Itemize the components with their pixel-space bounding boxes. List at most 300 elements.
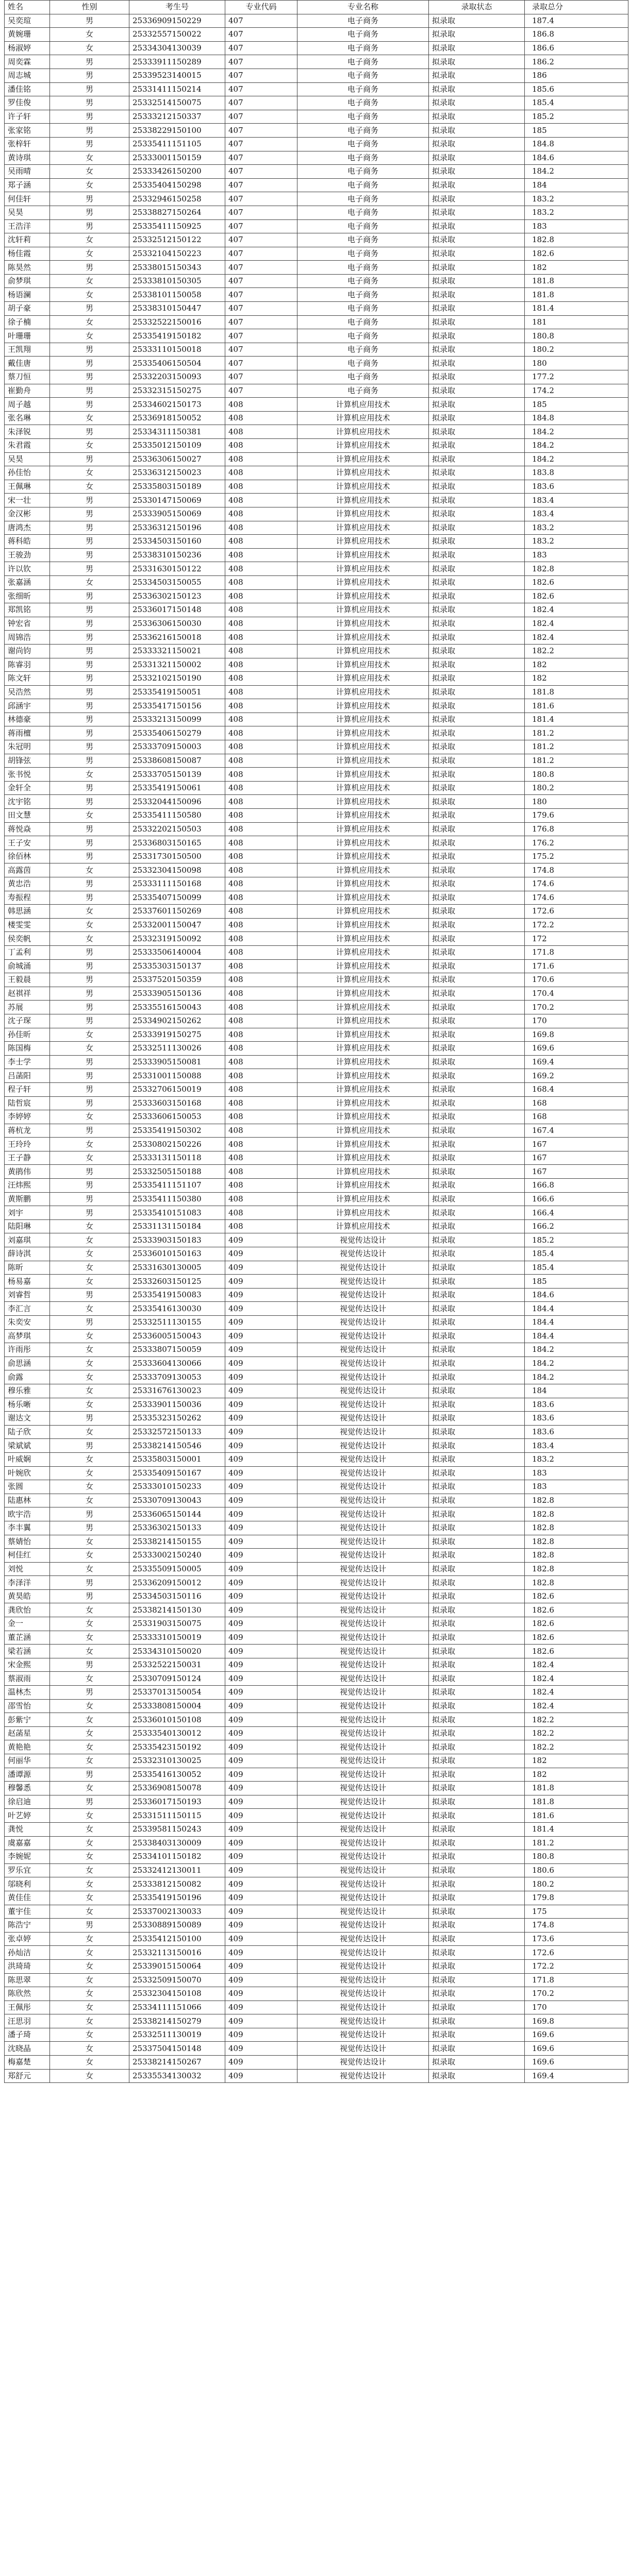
cell-gender: 女 bbox=[50, 1850, 129, 1864]
table-row bbox=[5, 1247, 628, 1261]
cell-gender: 女 bbox=[50, 1452, 129, 1466]
header-major-name: 专业名称 bbox=[297, 1, 429, 14]
cell-score: 182.6 bbox=[525, 1645, 628, 1658]
cell-score: 182.8 bbox=[525, 233, 628, 247]
cell-exam-id: 25331001150088 bbox=[129, 1069, 225, 1083]
cell-status: 拟录取 bbox=[429, 1822, 525, 1836]
cell-status: 拟录取 bbox=[429, 822, 525, 836]
cell-exam-id: 25333010150233 bbox=[129, 1480, 225, 1494]
cell-major-name: 电子商务 bbox=[297, 247, 429, 261]
cell-name: 郑子涵 bbox=[5, 178, 50, 192]
cell-score: 181.4 bbox=[525, 302, 628, 316]
cell-status: 拟录取 bbox=[429, 315, 525, 329]
cell-gender: 男 bbox=[50, 124, 129, 138]
cell-gender: 男 bbox=[50, 685, 129, 699]
cell-exam-id: 25332946150258 bbox=[129, 192, 225, 206]
cell-score: 184.8 bbox=[525, 137, 628, 151]
table-row bbox=[5, 822, 628, 836]
cell-name: 沈轩莉 bbox=[5, 233, 50, 247]
cell-exam-id: 25332511130026 bbox=[129, 1042, 225, 1056]
cell-gender: 女 bbox=[50, 288, 129, 302]
cell-gender: 女 bbox=[50, 1466, 129, 1480]
cell-gender: 男 bbox=[50, 521, 129, 535]
cell-exam-id: 25333111150168 bbox=[129, 877, 225, 891]
table-row bbox=[5, 1439, 628, 1453]
cell-major-name: 电子商务 bbox=[297, 82, 429, 96]
cell-name: 朱冠明 bbox=[5, 740, 50, 754]
table-row bbox=[5, 959, 628, 973]
cell-major-name: 计算机应用技术 bbox=[297, 740, 429, 754]
cell-major-code: 408 bbox=[225, 1179, 297, 1193]
cell-exam-id: 25335419150182 bbox=[129, 329, 225, 343]
admission-table bbox=[4, 0, 628, 2083]
cell-major-name: 计算机应用技术 bbox=[297, 1096, 429, 1110]
cell-major-code: 408 bbox=[225, 809, 297, 823]
cell-major-code: 408 bbox=[225, 535, 297, 549]
cell-score: 166.2 bbox=[525, 1219, 628, 1233]
cell-exam-id: 25330147150069 bbox=[129, 494, 225, 507]
cell-exam-id: 25335423150192 bbox=[129, 1740, 225, 1754]
cell-name: 李丰翼 bbox=[5, 1521, 50, 1535]
table-row bbox=[5, 603, 628, 617]
table-row bbox=[5, 1069, 628, 1083]
cell-status: 拟录取 bbox=[429, 1439, 525, 1453]
cell-major-name: 视觉传达设计 bbox=[297, 1713, 429, 1727]
cell-exam-id: 25332104150223 bbox=[129, 247, 225, 261]
cell-major-code: 408 bbox=[225, 631, 297, 645]
cell-exam-id: 25336209150012 bbox=[129, 1576, 225, 1590]
table-row bbox=[5, 1110, 628, 1124]
cell-status: 拟录取 bbox=[429, 1549, 525, 1563]
cell-score: 184.2 bbox=[525, 1370, 628, 1384]
cell-score: 182.4 bbox=[525, 617, 628, 631]
cell-gender: 男 bbox=[50, 877, 129, 891]
cell-status: 拟录取 bbox=[429, 480, 525, 494]
cell-score: 169.4 bbox=[525, 1055, 628, 1069]
cell-gender: 女 bbox=[50, 863, 129, 877]
cell-gender: 女 bbox=[50, 918, 129, 932]
cell-exam-id: 25331630130005 bbox=[129, 1261, 225, 1275]
cell-gender: 女 bbox=[50, 1562, 129, 1576]
table-row bbox=[5, 1686, 628, 1700]
cell-name: 韩思涵 bbox=[5, 905, 50, 919]
cell-status: 拟录取 bbox=[429, 343, 525, 357]
cell-name: 沈晓晶 bbox=[5, 2042, 50, 2056]
cell-gender: 男 bbox=[50, 617, 129, 631]
cell-exam-id: 25333911150289 bbox=[129, 55, 225, 69]
cell-major-code: 409 bbox=[225, 1233, 297, 1247]
cell-major-code: 408 bbox=[225, 932, 297, 946]
cell-status: 拟录取 bbox=[429, 754, 525, 768]
cell-gender: 男 bbox=[50, 370, 129, 384]
cell-score: 184.4 bbox=[525, 1316, 628, 1330]
cell-score: 183 bbox=[525, 548, 628, 562]
cell-major-code: 409 bbox=[225, 1247, 297, 1261]
cell-gender: 男 bbox=[50, 891, 129, 905]
cell-gender: 男 bbox=[50, 1014, 129, 1028]
cell-major-name: 电子商务 bbox=[297, 315, 429, 329]
cell-score: 166.8 bbox=[525, 1179, 628, 1193]
cell-major-code: 408 bbox=[225, 891, 297, 905]
cell-name: 陆子欣 bbox=[5, 1425, 50, 1439]
cell-name: 梅嘉楚 bbox=[5, 2056, 50, 2070]
cell-score: 171.8 bbox=[525, 945, 628, 959]
cell-gender: 女 bbox=[50, 1891, 129, 1905]
cell-name: 郑凯铭 bbox=[5, 603, 50, 617]
table-row bbox=[5, 370, 628, 384]
cell-gender: 男 bbox=[50, 987, 129, 1001]
cell-score: 182 bbox=[525, 1754, 628, 1768]
cell-status: 拟录取 bbox=[429, 233, 525, 247]
table-row bbox=[5, 288, 628, 302]
cell-exam-id: 25332203150093 bbox=[129, 370, 225, 384]
cell-gender: 女 bbox=[50, 315, 129, 329]
cell-status: 拟录取 bbox=[429, 28, 525, 42]
cell-score: 180.2 bbox=[525, 343, 628, 357]
table-row bbox=[5, 315, 628, 329]
cell-gender: 女 bbox=[50, 1863, 129, 1877]
cell-major-code: 409 bbox=[225, 1398, 297, 1412]
cell-score: 167 bbox=[525, 1165, 628, 1179]
cell-name: 龚悦 bbox=[5, 1822, 50, 1836]
table-row bbox=[5, 726, 628, 740]
table-row bbox=[5, 617, 628, 631]
cell-major-name: 计算机应用技术 bbox=[297, 1110, 429, 1124]
cell-name: 沈子琛 bbox=[5, 1014, 50, 1028]
cell-major-name: 视觉传达设计 bbox=[297, 1754, 429, 1768]
cell-major-code: 409 bbox=[225, 2042, 297, 2056]
cell-major-name: 电子商务 bbox=[297, 329, 429, 343]
cell-major-code: 409 bbox=[225, 1412, 297, 1426]
cell-major-name: 计算机应用技术 bbox=[297, 1192, 429, 1206]
table-row bbox=[5, 1055, 628, 1069]
cell-exam-id: 25331131150184 bbox=[129, 1219, 225, 1233]
table-row bbox=[5, 1014, 628, 1028]
cell-major-code: 408 bbox=[225, 575, 297, 589]
table-row bbox=[5, 672, 628, 686]
cell-major-name: 计算机应用技术 bbox=[297, 425, 429, 439]
cell-name: 宋一壮 bbox=[5, 494, 50, 507]
cell-major-code: 408 bbox=[225, 850, 297, 863]
cell-major-name: 电子商务 bbox=[297, 41, 429, 55]
table-row bbox=[5, 1275, 628, 1289]
cell-exam-id: 25330709150124 bbox=[129, 1672, 225, 1686]
cell-major-name: 视觉传达设计 bbox=[297, 1589, 429, 1603]
cell-status: 拟录取 bbox=[429, 2014, 525, 2028]
cell-score: 170 bbox=[525, 1014, 628, 1028]
cell-status: 拟录取 bbox=[429, 1589, 525, 1603]
cell-gender: 男 bbox=[50, 589, 129, 603]
cell-major-name: 计算机应用技术 bbox=[297, 713, 429, 726]
cell-major-name: 计算机应用技术 bbox=[297, 1124, 429, 1138]
cell-status: 拟录取 bbox=[429, 603, 525, 617]
cell-major-code: 408 bbox=[225, 617, 297, 631]
cell-exam-id: 25335404150298 bbox=[129, 178, 225, 192]
cell-gender: 男 bbox=[50, 192, 129, 206]
cell-gender: 男 bbox=[50, 1589, 129, 1603]
cell-score: 183.2 bbox=[525, 206, 628, 219]
cell-gender: 男 bbox=[50, 1768, 129, 1782]
cell-gender: 男 bbox=[50, 1316, 129, 1330]
cell-exam-id: 25335417150156 bbox=[129, 699, 225, 713]
cell-gender: 女 bbox=[50, 1726, 129, 1740]
table-row bbox=[5, 1521, 628, 1535]
table-row bbox=[5, 1987, 628, 2001]
cell-status: 拟录取 bbox=[429, 1247, 525, 1261]
cell-major-code: 408 bbox=[225, 1219, 297, 1233]
cell-name: 欧宇浩 bbox=[5, 1507, 50, 1521]
cell-major-code: 409 bbox=[225, 1891, 297, 1905]
cell-name: 张细昕 bbox=[5, 589, 50, 603]
cell-exam-id: 25333506140004 bbox=[129, 945, 225, 959]
cell-major-name: 视觉传达设计 bbox=[297, 1822, 429, 1836]
cell-name: 张梓轩 bbox=[5, 137, 50, 151]
table-row bbox=[5, 1412, 628, 1426]
cell-status: 拟录取 bbox=[429, 1782, 525, 1795]
cell-gender: 女 bbox=[50, 1110, 129, 1124]
cell-status: 拟录取 bbox=[429, 877, 525, 891]
cell-status: 拟录取 bbox=[429, 959, 525, 973]
cell-name: 梁斌斌 bbox=[5, 1439, 50, 1453]
cell-gender: 男 bbox=[50, 836, 129, 850]
cell-status: 拟录取 bbox=[429, 96, 525, 110]
cell-major-name: 视觉传达设计 bbox=[297, 1809, 429, 1823]
cell-exam-id: 25335509150005 bbox=[129, 1562, 225, 1576]
cell-status: 拟录取 bbox=[429, 1357, 525, 1370]
cell-gender: 女 bbox=[50, 1535, 129, 1549]
cell-major-name: 计算机应用技术 bbox=[297, 439, 429, 453]
cell-gender: 女 bbox=[50, 329, 129, 343]
cell-score: 182.8 bbox=[525, 1549, 628, 1563]
cell-major-code: 409 bbox=[225, 1863, 297, 1877]
table-row bbox=[5, 274, 628, 288]
cell-status: 拟录取 bbox=[429, 1507, 525, 1521]
cell-major-code: 409 bbox=[225, 1631, 297, 1645]
cell-exam-id: 25334902150262 bbox=[129, 1014, 225, 1028]
cell-status: 拟录取 bbox=[429, 631, 525, 645]
cell-exam-id: 25332001150047 bbox=[129, 918, 225, 932]
cell-name: 刘睿哲 bbox=[5, 1288, 50, 1302]
cell-score: 184.4 bbox=[525, 1302, 628, 1316]
cell-major-code: 409 bbox=[225, 1672, 297, 1686]
cell-major-name: 视觉传达设计 bbox=[297, 1672, 429, 1686]
cell-major-code: 408 bbox=[225, 918, 297, 932]
cell-score: 181.8 bbox=[525, 1795, 628, 1809]
table-row bbox=[5, 41, 628, 55]
cell-gender: 女 bbox=[50, 1370, 129, 1384]
cell-major-name: 计算机应用技术 bbox=[297, 1082, 429, 1096]
cell-status: 拟录取 bbox=[429, 713, 525, 726]
cell-score: 184.2 bbox=[525, 1343, 628, 1357]
cell-status: 拟录取 bbox=[429, 1603, 525, 1617]
cell-score: 182.4 bbox=[525, 1658, 628, 1672]
cell-exam-id: 25332512150122 bbox=[129, 233, 225, 247]
cell-name: 徐启迪 bbox=[5, 1795, 50, 1809]
cell-name: 张卓婷 bbox=[5, 1932, 50, 1946]
cell-status: 拟录取 bbox=[429, 206, 525, 219]
cell-score: 181.2 bbox=[525, 740, 628, 754]
cell-score: 177.2 bbox=[525, 370, 628, 384]
cell-gender: 男 bbox=[50, 1192, 129, 1206]
cell-major-code: 408 bbox=[225, 494, 297, 507]
cell-name: 王毅晨 bbox=[5, 973, 50, 987]
cell-gender: 女 bbox=[50, 274, 129, 288]
table-row bbox=[5, 1576, 628, 1590]
table-row bbox=[5, 1535, 628, 1549]
cell-gender: 男 bbox=[50, 425, 129, 439]
cell-major-code: 408 bbox=[225, 1001, 297, 1014]
cell-name: 戴佳唐 bbox=[5, 357, 50, 370]
cell-major-name: 计算机应用技术 bbox=[297, 754, 429, 768]
cell-major-code: 408 bbox=[225, 1110, 297, 1124]
cell-gender: 女 bbox=[50, 1905, 129, 1919]
table-row bbox=[5, 1302, 628, 1316]
cell-name: 罗佳俊 bbox=[5, 96, 50, 110]
cell-major-name: 视觉传达设计 bbox=[297, 1836, 429, 1850]
cell-score: 183.2 bbox=[525, 521, 628, 535]
cell-major-name: 计算机应用技术 bbox=[297, 699, 429, 713]
cell-status: 拟录取 bbox=[429, 905, 525, 919]
table-row bbox=[5, 809, 628, 823]
cell-score: 184.2 bbox=[525, 1357, 628, 1370]
cell-exam-id: 25335803150189 bbox=[129, 480, 225, 494]
cell-score: 169.4 bbox=[525, 2069, 628, 2083]
cell-exam-id: 25339581150243 bbox=[129, 1822, 225, 1836]
table-row bbox=[5, 658, 628, 672]
cell-major-code: 409 bbox=[225, 1658, 297, 1672]
cell-gender: 女 bbox=[50, 1219, 129, 1233]
table-row bbox=[5, 1343, 628, 1357]
cell-name: 梁若涵 bbox=[5, 1645, 50, 1658]
cell-exam-id: 25331630150122 bbox=[129, 562, 225, 576]
cell-major-name: 电子商务 bbox=[297, 302, 429, 316]
cell-major-name: 计算机应用技术 bbox=[297, 521, 429, 535]
cell-major-name: 计算机应用技术 bbox=[297, 507, 429, 521]
cell-gender: 女 bbox=[50, 1645, 129, 1658]
cell-major-name: 视觉传达设计 bbox=[297, 1343, 429, 1357]
cell-exam-id: 25335323150262 bbox=[129, 1412, 225, 1426]
cell-major-code: 407 bbox=[225, 69, 297, 82]
cell-gender: 女 bbox=[50, 809, 129, 823]
cell-major-name: 计算机应用技术 bbox=[297, 1151, 429, 1165]
table-row bbox=[5, 589, 628, 603]
cell-gender: 男 bbox=[50, 1001, 129, 1014]
table-row bbox=[5, 1494, 628, 1507]
cell-major-name: 电子商务 bbox=[297, 206, 429, 219]
cell-major-name: 视觉传达设计 bbox=[297, 2001, 429, 2014]
table-row bbox=[5, 110, 628, 124]
cell-score: 181.4 bbox=[525, 1822, 628, 1836]
cell-score: 182.6 bbox=[525, 247, 628, 261]
cell-major-code: 408 bbox=[225, 699, 297, 713]
table-row bbox=[5, 425, 628, 439]
table-row bbox=[5, 644, 628, 658]
cell-major-name: 视觉传达设计 bbox=[297, 1905, 429, 1919]
cell-exam-id: 25338310150447 bbox=[129, 302, 225, 316]
cell-name: 周子越 bbox=[5, 398, 50, 412]
cell-name: 汪炜熙 bbox=[5, 1179, 50, 1193]
cell-exam-id: 25339523140015 bbox=[129, 69, 225, 82]
cell-exam-id: 25332310130025 bbox=[129, 1754, 225, 1768]
cell-status: 拟录取 bbox=[429, 1398, 525, 1412]
table-row bbox=[5, 850, 628, 863]
table-row bbox=[5, 1850, 628, 1864]
cell-major-name: 视觉传达设计 bbox=[297, 1686, 429, 1700]
table-row bbox=[5, 1905, 628, 1919]
table-row bbox=[5, 124, 628, 138]
cell-major-name: 视觉传达设计 bbox=[297, 1233, 429, 1247]
cell-score: 182.6 bbox=[525, 1589, 628, 1603]
cell-major-code: 409 bbox=[225, 1439, 297, 1453]
cell-score: 169.6 bbox=[525, 2056, 628, 2070]
cell-major-name: 计算机应用技术 bbox=[297, 466, 429, 480]
cell-gender: 男 bbox=[50, 219, 129, 233]
cell-status: 拟录取 bbox=[429, 795, 525, 809]
cell-score: 184.8 bbox=[525, 411, 628, 425]
cell-major-code: 409 bbox=[225, 1987, 297, 2001]
cell-score: 170 bbox=[525, 2001, 628, 2014]
cell-major-name: 电子商务 bbox=[297, 178, 429, 192]
cell-score: 182.8 bbox=[525, 1521, 628, 1535]
cell-score: 181.6 bbox=[525, 699, 628, 713]
cell-name: 王佩彤 bbox=[5, 2001, 50, 2014]
cell-exam-id: 25336306150030 bbox=[129, 617, 225, 631]
cell-score: 169.8 bbox=[525, 2014, 628, 2028]
cell-exam-id: 25338214150279 bbox=[129, 2014, 225, 2028]
cell-exam-id: 25333213150099 bbox=[129, 713, 225, 726]
table-row bbox=[5, 1357, 628, 1370]
cell-status: 拟录取 bbox=[429, 1124, 525, 1138]
cell-major-name: 视觉传达设计 bbox=[297, 1329, 429, 1343]
cell-status: 拟录取 bbox=[429, 1658, 525, 1672]
cell-major-code: 407 bbox=[225, 41, 297, 55]
cell-status: 拟录取 bbox=[429, 836, 525, 850]
cell-major-name: 计算机应用技术 bbox=[297, 850, 429, 863]
cell-gender: 女 bbox=[50, 1384, 129, 1398]
cell-status: 拟录取 bbox=[429, 1809, 525, 1823]
cell-gender: 男 bbox=[50, 658, 129, 672]
cell-major-code: 407 bbox=[225, 165, 297, 179]
cell-status: 拟录取 bbox=[429, 192, 525, 206]
cell-score: 182.6 bbox=[525, 575, 628, 589]
cell-status: 拟录取 bbox=[429, 1082, 525, 1096]
table-row bbox=[5, 1959, 628, 1973]
cell-status: 拟录取 bbox=[429, 288, 525, 302]
cell-score: 183.4 bbox=[525, 494, 628, 507]
cell-major-name: 计算机应用技术 bbox=[297, 891, 429, 905]
cell-status: 拟录取 bbox=[429, 1686, 525, 1700]
cell-name: 黄昊皓 bbox=[5, 1589, 50, 1603]
cell-name: 寿振程 bbox=[5, 891, 50, 905]
table-row bbox=[5, 1740, 628, 1754]
cell-name: 许子轩 bbox=[5, 110, 50, 124]
table-row bbox=[5, 1179, 628, 1193]
cell-major-code: 409 bbox=[225, 1932, 297, 1946]
cell-major-name: 计算机应用技术 bbox=[297, 1001, 429, 1014]
cell-major-name: 视觉传达设计 bbox=[297, 1645, 429, 1658]
cell-major-name: 视觉传达设计 bbox=[297, 1932, 429, 1946]
cell-exam-id: 25337601150269 bbox=[129, 905, 225, 919]
cell-major-code: 408 bbox=[225, 562, 297, 576]
cell-name: 侯奕帆 bbox=[5, 932, 50, 946]
cell-name: 蔡淑雨 bbox=[5, 1672, 50, 1686]
cell-gender: 女 bbox=[50, 2069, 129, 2083]
cell-exam-id: 25334101150182 bbox=[129, 1850, 225, 1864]
cell-exam-id: 25332706150019 bbox=[129, 1082, 225, 1096]
cell-name: 王凯翔 bbox=[5, 343, 50, 357]
table-row bbox=[5, 918, 628, 932]
cell-major-name: 视觉传达设计 bbox=[297, 1370, 429, 1384]
